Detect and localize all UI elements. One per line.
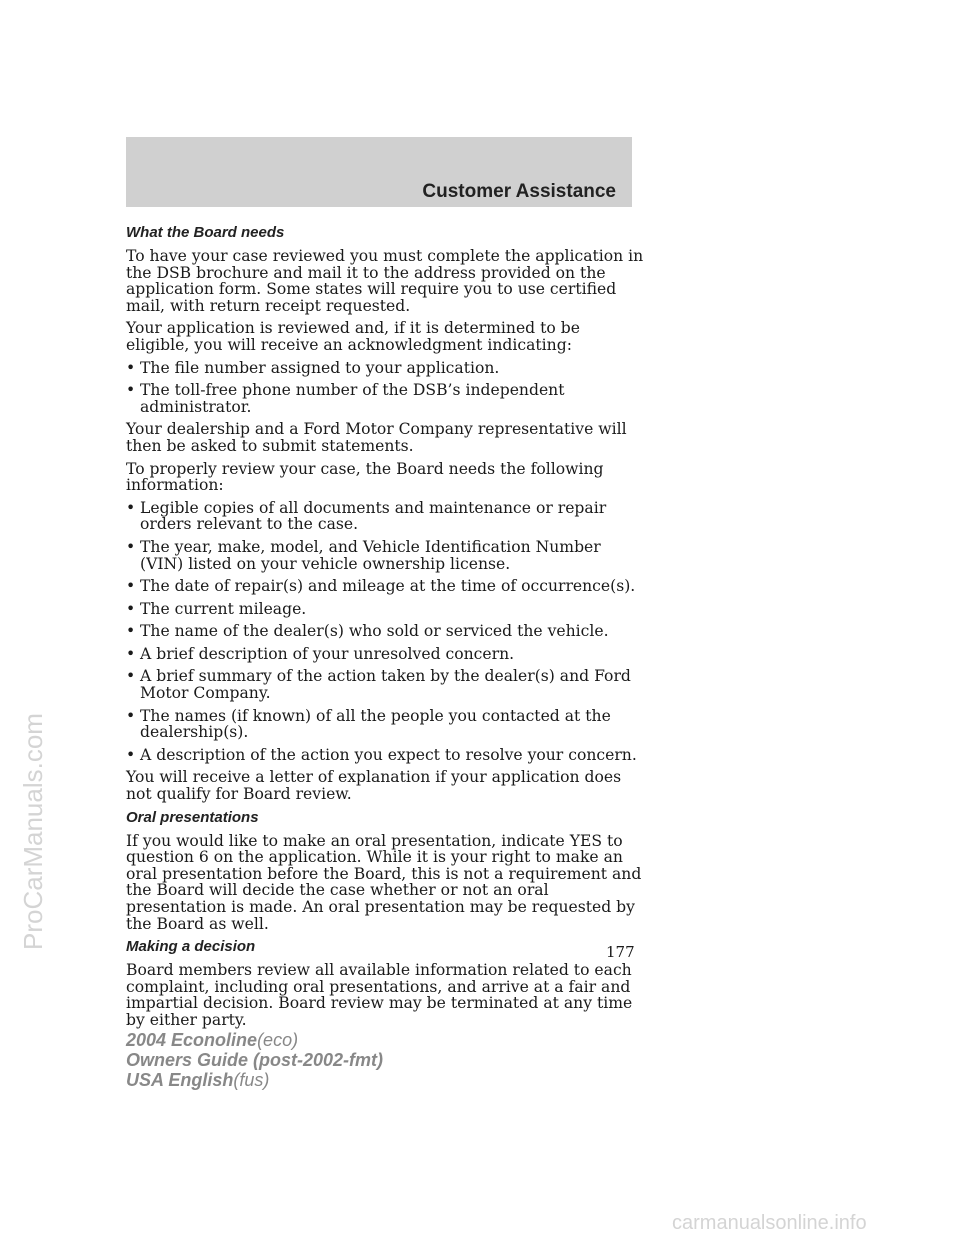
list-item: • A brief description of your unresolved concern. [126, 646, 646, 663]
section-title: Customer Assistance [422, 181, 616, 202]
page-content [126, 224, 646, 1035]
list-item: • The name of the dealer(s) who sold or serviced the vehicle. [126, 623, 646, 640]
footer-language-code: (fus) [233, 1070, 270, 1090]
list-item: • The current mileage. [126, 601, 646, 618]
paragraph: To have your case reviewed you must complete the application in the DSB brochure and mail it to the address provided on the application form. Some states will require you to use certified mail, with return receipt requested. [126, 247, 644, 315]
heading-board-needs: What the Board needs [126, 224, 285, 241]
heading-making-decision: Making a decision [126, 938, 256, 956]
paragraph: If you would like to make an oral presentation, indicate YES to question 6 on the application. While it is your right to make an oral presentation before the Board, this is not a requirement and the Board will decide the case whether or not an oral presentation is made. An oral presentation may be requested by the Board as well. [126, 831, 642, 933]
side-watermark: ProCarManuals.com [18, 713, 48, 950]
paragraph: To properly review your case, the Board needs the following information: [126, 459, 604, 495]
paragraph: Your application is reviewed and, if it is determined to be eligible, you will receive an acknowledgment indicating: [126, 319, 580, 354]
paragraph: You will receive a letter of explanation if your application does not qualify for Board review. [126, 768, 622, 804]
list-item: • The file number assigned to your application. [126, 360, 646, 377]
heading-oral-presentations: Oral presentations [126, 808, 259, 826]
list-item: • Legible copies of all documents and maintenance or repair orders relevant to the case. [126, 500, 646, 533]
paragraph: Board members review all available information related to each complaint, including oral presentations, and arrive at a fair and impartial decision. Board review may be terminated at any time by either party. [126, 961, 633, 1029]
footer-language: USA English [126, 1070, 234, 1090]
list-item: • A description of the action you expect to resolve your concern. [126, 747, 646, 764]
list-item: • A brief summary of the action taken by the dealer(s) and Ford Motor Company. [126, 668, 646, 701]
list-item: • The toll-free phone number of the DSB’s independent administrator. [126, 382, 646, 415]
list-item: • The names (if known) of all the people you contacted at the dealership(s). [126, 708, 646, 741]
footer-guide: Owners Guide (post-2002-fmt) [126, 1050, 384, 1070]
page-number: 177 [606, 943, 635, 961]
list-item: • The date of repair(s) and mileage at the time of occurrence(s). [126, 578, 646, 595]
list-item: • The year, make, model, and Vehicle Identification Number (VIN) listed on your vehicle ownership license. [126, 539, 646, 572]
paragraph: Your dealership and a Ford Motor Company representative will then be asked to submit statements. [126, 420, 627, 455]
bottom-watermark: carmanualsonline.info [672, 1212, 867, 1234]
footer-model-code: (eco) [257, 1030, 299, 1050]
footer-model: 2004 Econoline [126, 1030, 258, 1050]
acknowledgment-list [126, 360, 646, 416]
section-header-band [126, 137, 632, 207]
document-footer [126, 1030, 383, 1090]
required-info-list [126, 500, 646, 764]
